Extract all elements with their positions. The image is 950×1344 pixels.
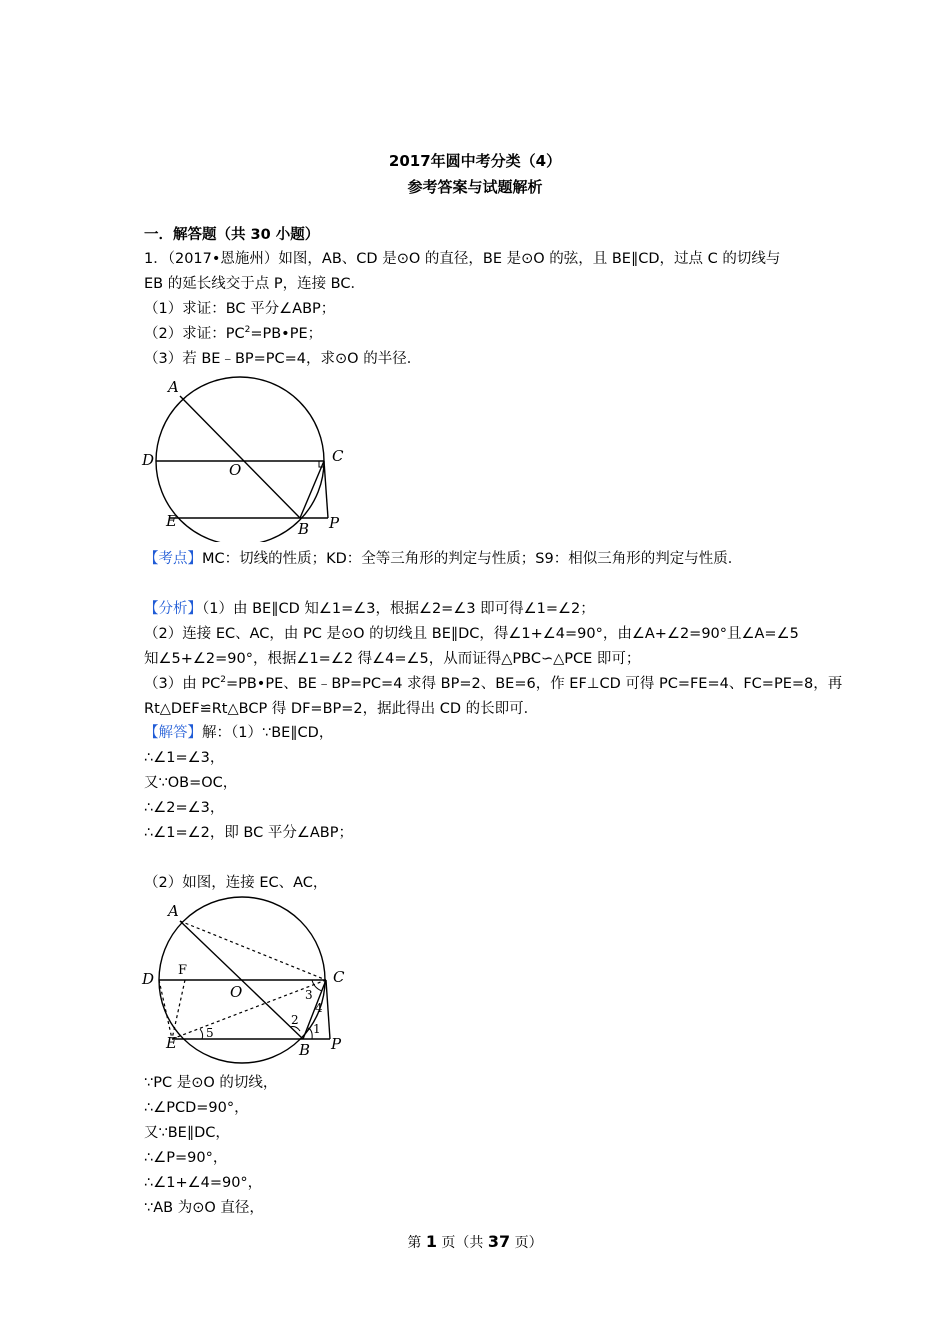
jieda-line-5: ∴∠1=∠2，即 BC 平分∠ABP； [144,825,353,841]
fenxi-line-5: Rt△DEF≌Rt△BCP 得 DF=BP=2，据此得出 CD 的长即可． [144,701,539,717]
proof-line-2: ∴∠PCD=90°， [144,1100,249,1116]
label-c: C [332,447,344,465]
label-d: D [142,451,155,469]
label-d-2: D [142,970,155,988]
problem-question-1: （1）求证：BC 平分∠ABP； [144,301,336,317]
label-p-2: P [331,1035,342,1053]
proof-line-4: ∴∠P=90°， [144,1150,228,1166]
tangent-cp-2 [326,980,330,1039]
total-page-count: 37 [487,1232,511,1251]
document-title: 2017年圆中考分类（4） [388,152,562,170]
label-b-2: B [299,1041,311,1059]
label-a-2: A [168,902,179,920]
jieda-tag: 【解答】 [144,725,202,741]
proof-line-5: ∴∠1+∠4=90°， [144,1175,263,1191]
geometry-figure-1 [140,372,360,542]
current-page-number: 1 [425,1232,437,1251]
proof-line-1: ∵PC 是⊙O 的切线， [144,1075,278,1091]
label-c-2: C [333,968,345,986]
label-a: A [168,378,179,396]
angle-arc-5 [200,1029,203,1039]
problem-line-2: EB 的延长线交于点 P，连接 BC． [144,276,365,292]
problem-question-3: （3）若 BE﹣BP=PC=4，求⊙O 的半径． [144,351,422,367]
kaodian-tag: 【考点】 [144,551,202,567]
label-e: E [166,512,177,530]
fenxi-line-4: （3）由 $PC^2=PB•PE$、BE﹣BP=PC=4 求得 BP=2、BE=6，作 EF⊥CD 可得 PC=FE=4、FC=PE=8，再 [144,675,843,692]
geometry-figure-2 [140,896,360,1066]
problem-line-1: 1．（2017•恩施州）如图，AB、CD 是⊙O 的直径，BE 是⊙O 的弦，且 BE∥CD，过点 C 的切线与 [144,251,781,267]
document-subtitle: 参考答案与试题解析 [407,178,543,196]
label-b: B [298,520,310,538]
label-p: P [329,514,340,532]
proof-line-3: 又∵BE∥DC， [144,1125,230,1141]
label-5-2: 5 [206,1026,214,1040]
jieda-line-3: 又∵OB=OC， [144,775,238,791]
label-f-2: F [178,963,188,978]
jieda-line-6: （2）如图，连接 EC、AC， [144,875,328,891]
fenxi-line-3: 知∠5+∠2=90°，根据∠1=∠2 得∠4=∠5，从而证得△PBC∽△PCE 即可； [144,651,641,667]
label-2-2: 2 [291,1013,299,1027]
dotted-fe [172,980,185,1039]
page-footer: 第 1 页（共 37 页） [407,1232,543,1251]
label-o-2: O [230,983,243,1001]
label-1-2: 1 [313,1022,321,1036]
kaodian-line: 【考点】MC：切线的性质；KD：全等三角形的判定与性质；S9：相似三角形的判定与性质． [144,551,743,567]
segment-bc [300,461,324,518]
angle-arc-3 [312,980,322,991]
fenxi-line-1: 【分析】（1）由 BE∥CD 知∠1=∠3，根据∠2=∠3 即可得∠1=∠2； [144,601,595,617]
jieda-line-4: ∴∠2=∠3， [144,800,225,816]
tangent-cp [324,461,328,518]
label-o: O [229,461,242,479]
dotted-ec [172,980,326,1039]
label-3-2: 3 [305,988,313,1002]
diameter-ab [180,396,300,518]
label-e-2: E [166,1034,177,1052]
proof-line-6: ∵AB 为⊙O 直径， [144,1200,264,1216]
section-heading: 一．解答题（共 30 小题） [144,227,320,243]
problem-question-2: （2）求证：$PC^2=PB•PE$； [144,325,323,342]
dotted-ac [180,921,326,980]
fenxi-line-2: （2）连接 EC、AC，由 PC 是⊙O 的切线且 BE∥DC，得∠1+∠4=90°，由∠A+∠2=90°且∠A=∠5 [144,626,799,642]
dotted-de [159,980,172,1039]
label-4-2: 4 [315,1001,323,1015]
jieda-line-1: 【解答】解：（1）∵BE∥CD， [144,725,334,741]
jieda-line-2: ∴∠1=∠3， [144,750,225,766]
fenxi-tag: 【分析】 [144,601,202,617]
